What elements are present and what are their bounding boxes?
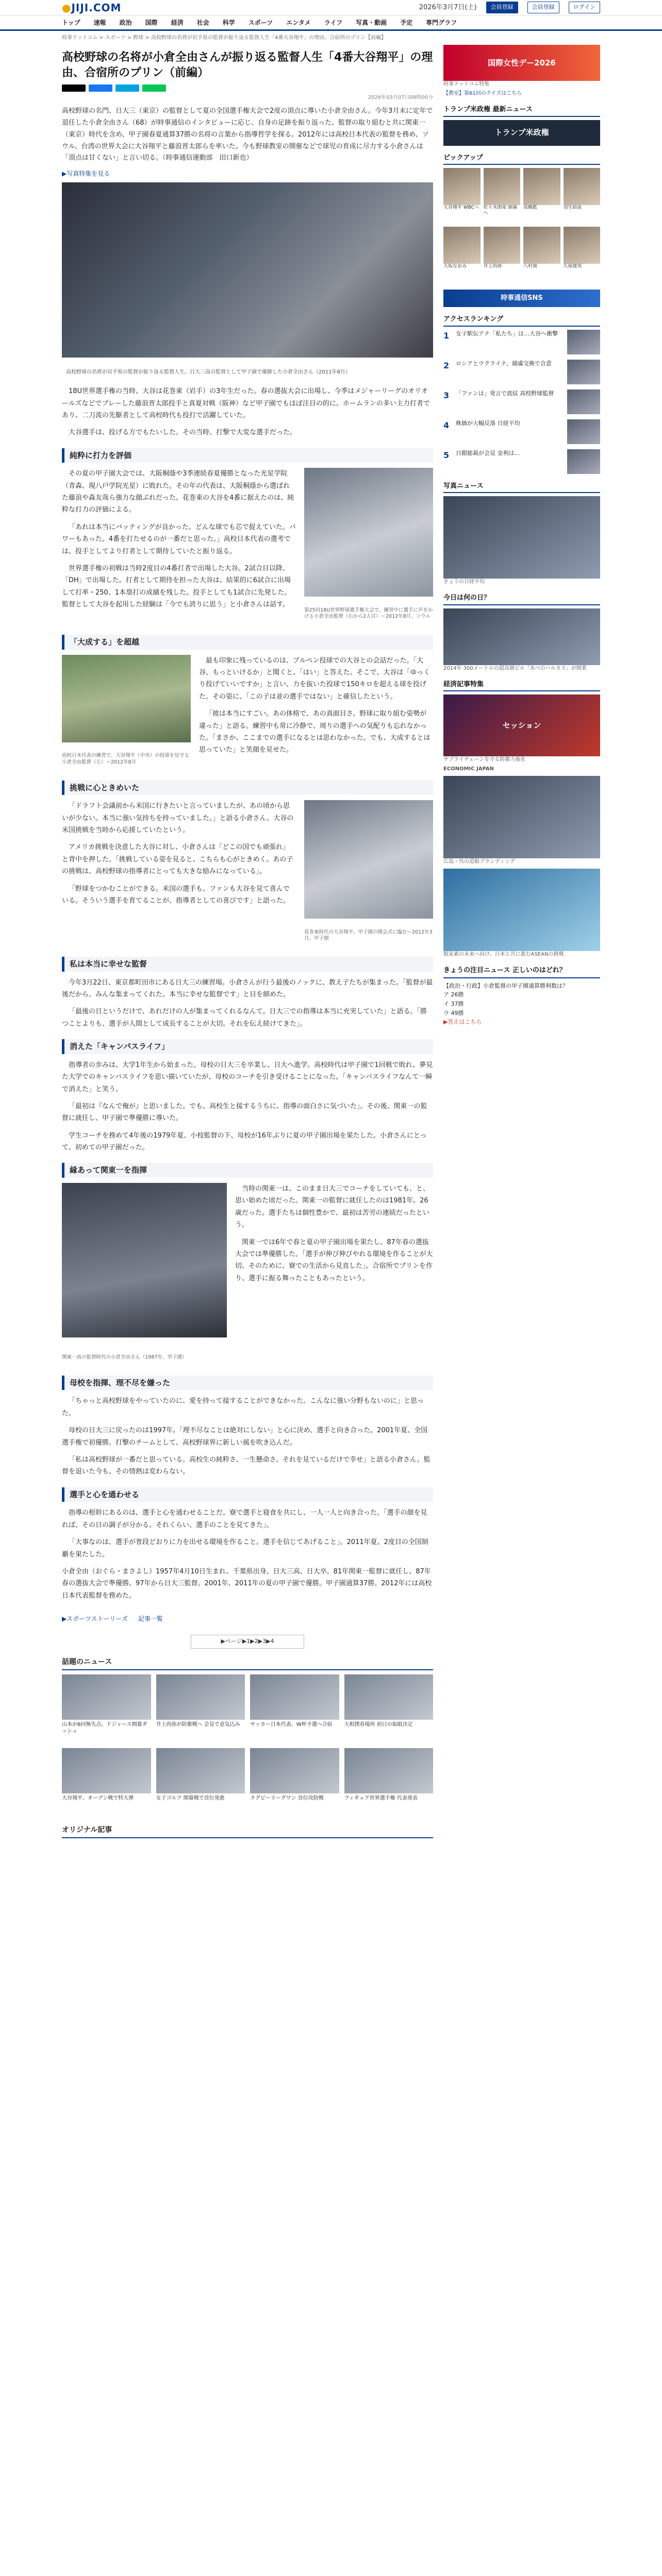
pickup-photo[interactable]: [484, 168, 521, 205]
pickup-item[interactable]: [523, 168, 560, 224]
nav-item[interactable]: 予定: [400, 19, 413, 26]
section-heading: 純粋に打力を評価: [62, 448, 433, 463]
share-bar: [62, 84, 433, 92]
pickup-photo[interactable]: [443, 168, 481, 205]
quiz-title: きょうの注目ニュース 正しいのはどれ？: [443, 965, 600, 978]
related-thumb[interactable]: [344, 1748, 434, 1793]
photo-caption: 高校日本代表の練習で、大谷翔平（中央）の投球を見守る小倉全由監督（左）＝2012年8月: [62, 753, 189, 765]
section-photo[interactable]: [62, 1183, 227, 1361]
related-item-title[interactable]: 女子ゴルフ 開幕戦で首位発進: [156, 1795, 225, 1801]
pickup-item[interactable]: [564, 227, 601, 282]
related-item-title[interactable]: 大谷翔平、オープン戦で特大弾: [62, 1795, 134, 1801]
related-item-title[interactable]: 大相撲春場所 初日の取組決定: [344, 1721, 413, 1727]
register-button[interactable]: 会員登録: [486, 2, 518, 13]
econ-title: 経済記事特集: [443, 680, 600, 692]
original-articles-title: オリジナル記事: [62, 1825, 433, 1838]
trump-news-title: トランプ米政権 最新ニュース: [443, 105, 600, 117]
ranking-item[interactable]: [443, 389, 600, 414]
quiz-question: 【政治・行政】小倉監督の甲子園通算勝利数は？: [443, 982, 568, 989]
related-thumb[interactable]: [344, 1674, 434, 1720]
nav-item[interactable]: エンタメ: [286, 19, 311, 26]
nav-item[interactable]: スポーツ: [248, 19, 273, 26]
section-heading: 私は本当に幸せな監督: [62, 957, 433, 972]
ranking-text[interactable]: 株価が大幅反落 日経平均: [456, 419, 520, 427]
section-heading: 挑戦に心ときめいた: [62, 781, 433, 795]
login-button[interactable]: ログイン: [569, 2, 600, 13]
econ-image[interactable]: [443, 776, 600, 858]
nav-item[interactable]: 専門グラフ: [426, 19, 457, 26]
pickup-label[interactable]: 井上尚弥: [483, 264, 502, 269]
hatena-share-icon[interactable]: [115, 84, 139, 92]
article-paragraph: 当時の関東一は、このまま日大三でコーチをしていても、と、思い始めた頃だった。関東一の監督に就任したのは1981年。26歳だった。選手たちは個性豊かで、最初は苦労の連続だったという。: [235, 1184, 430, 1229]
related-news-grid: [62, 1674, 433, 1817]
ranking-item[interactable]: [443, 330, 600, 354]
section-photo[interactable]: [62, 655, 191, 765]
related-item-title[interactable]: ラグビーリーグワン 首位攻防戦: [250, 1795, 324, 1801]
related-thumb[interactable]: [156, 1674, 245, 1720]
article-paragraph: 「大事なのは、選手が普段どおりに力を出せる環境を作ること。選手を信じてあげること」。2011年夏、2度目の全国制覇を果たした。: [62, 1538, 428, 1558]
womens-day-sub: 時事ドットコム特集: [443, 81, 490, 87]
pickup-label[interactable]: 大谷翔平 WBCへ: [443, 205, 479, 210]
pickup-photo[interactable]: [484, 227, 521, 264]
related-item[interactable]: [156, 1674, 245, 1743]
article-paragraph: 18U世界選手権の当時、大谷は花巻東（岩手）の3年生だった。春の選抜大会に出場し、今季はメジャーリーグのオリオールズなどでプレーした藤浪晋太郎投手と真夏対戦（阪神）など甲子園でもほぼ注目の的に。ホームランの多い主力打者であり、二刀流の先駆者として高校時代も投打で活躍していた。: [62, 387, 430, 419]
quiz-link[interactable]: 【教室】第61回のクイズはこちら: [443, 91, 522, 96]
pickup-photo[interactable]: [564, 227, 601, 264]
pickup-label[interactable]: 羽生結弦: [563, 205, 582, 210]
article-paragraph: 今年3月22日、東京都町田市にある日大三の練習場。小倉さんが行う最後のノックに、教え子たちが集まった。「監督が最後だから、みんな集まってくれた。本当に幸せな監督です」と目を細めた。: [62, 978, 433, 999]
today-title: 今日は何の日？: [443, 593, 600, 605]
ranking-thumb[interactable]: [567, 449, 600, 474]
section-photo[interactable]: [304, 468, 433, 620]
article-title: 高校野球の名将が小倉全由さんが振り返る監督人生「4番大谷翔平」の理由、合宿所のプリン（前編）: [62, 51, 433, 79]
pr-caption[interactable]: 脱炭素の未来へ向け、日本と共に進むASEANの挑戦: [443, 952, 564, 957]
article-paragraph: 大谷選手は、投げる方でもたいした。その当時、打撃で大変な選手だった。: [69, 429, 297, 437]
article-paragraph: 「彼は本当にすごい。あの体格で、あの真面目さ。野球に取り組む姿勢が違った」と語る。練習中も常に冷静で、周りの選手への気配りも忘れなかった。「まさか、ここまでの選手になるとは思わなかった。でも、大成するとは思っていた」と笑顔を見せた。: [199, 710, 431, 754]
profile-paragraph: 小倉全由（おぐら・まさよし）1957年4月10日生まれ。千葉県出身。日大三高、日大卒。81年関東一監督に就任し、87年春の選抜大会で準優勝。97年から日大三監督。2001年、2011年の夏の甲子園で優勝。甲子園通算37勝。2012年には高校日本代表監督を務めた。: [62, 1567, 432, 1600]
pickup-photo[interactable]: [523, 168, 560, 205]
photo-news-caption[interactable]: きょうの日経平均: [443, 579, 485, 585]
related-item[interactable]: [250, 1748, 339, 1817]
related-thumb[interactable]: [62, 1674, 151, 1720]
related-thumb[interactable]: [250, 1748, 339, 1793]
ranking-text[interactable]: 日銀総裁が会見 金利は…: [456, 449, 520, 456]
article-paragraph: 「私は高校野球が一番だと思っている。高校生の純粋さ、一生懸命さ。それを見ているだけで幸せ」と語る小倉さん。監督を退いた今も、その情熱は変わらない。: [62, 1456, 431, 1476]
quiz-option[interactable]: ア 26勝: [443, 991, 464, 998]
sns-banner[interactable]: 時事通信SNS: [443, 290, 600, 307]
rank-number: 4: [443, 420, 450, 430]
related-thumb[interactable]: [62, 1748, 151, 1793]
section-heading: 選手と心を通わせる: [62, 1487, 433, 1502]
trump-banner[interactable]: トランプ米政権: [443, 120, 600, 146]
related-item[interactable]: [62, 1674, 151, 1743]
today-image[interactable]: [443, 608, 600, 665]
related-item[interactable]: [62, 1748, 151, 1817]
related-item-title[interactable]: サッカー日本代表、W杯予選へ合宿: [250, 1721, 333, 1727]
nav-item[interactable]: 写真・動画: [356, 19, 387, 26]
pager[interactable]: ▶ページ▶1▶2▶3▶4: [191, 1635, 304, 1649]
ranking-text[interactable]: ロシアとウクライナ、捕虜交換で合意: [456, 360, 552, 367]
photo-caption: 関東一高の監督時代の小倉全由さん（1987年、甲子園）: [62, 1354, 187, 1361]
related-news-title: 話題のニュース: [62, 1657, 433, 1670]
pickup-photo[interactable]: [564, 168, 601, 205]
nav-item[interactable]: 社会: [196, 19, 209, 26]
article-paragraph: 「最後の日というだけで、あれだけの人が集まってくれるなんて。日大三での指導は本当に充実していた」と語る。「勝つことよりも、選手が人間として成長することが大切。それを伝え続けてきた」。: [62, 1008, 427, 1028]
nav-item[interactable]: 科学: [222, 19, 235, 26]
rank-number: 3: [443, 390, 450, 400]
rank-number: 2: [443, 360, 450, 370]
related-thumb[interactable]: [156, 1748, 245, 1793]
econ-sub: ECONOMIC JAPAN: [443, 766, 494, 772]
pickup-grid: [443, 168, 600, 282]
photo-feature-link[interactable]: ▶写真特集を見る: [62, 170, 110, 178]
ranking-thumb[interactable]: [567, 360, 600, 384]
pickup-title: ピックアップ: [443, 153, 600, 165]
related-thumb[interactable]: [250, 1674, 339, 1720]
hero-caption: 高校野球の名将が岩手県の監督が振り返る監督人生。日大三高の監督として甲子園で優勝した小倉全由さん（2011年8月）: [66, 369, 351, 376]
article-paragraph: 指導者の歩みは、大学1年生から始まった。母校の日大三を卒業し、日大へ進学。高校時代は甲子園で1回戦で敗れ、夢見た大学でのキャンパスライフを思い描いていたが、母校のコーチを引き受けることになった。「キャンパスライフなんて一瞬で消えた」と笑う。: [62, 1061, 433, 1093]
quiz-box: [443, 965, 600, 1027]
sports-stories-link[interactable]: ▶スポーツストーリーズ: [62, 1615, 128, 1623]
pickup-item[interactable]: [564, 168, 601, 224]
related-item[interactable]: [344, 1674, 434, 1743]
article-paragraph: 「ちゃっと高校野球をやっていたのに、愛を持って接することができなかった。こんなに強い分野もないのに」と思った。: [62, 1397, 424, 1417]
article-main: [62, 45, 433, 1842]
top-bar: [0, 0, 662, 15]
x-share-icon[interactable]: [62, 84, 86, 92]
article-paragraph: 学生コーチを務めて4年後の1979年夏、小枝監督の下、母校が16年ぶりに夏の甲子園出場を果たした。小倉さんにとって、初めての甲子園だった。: [62, 1131, 427, 1152]
ranking-item[interactable]: [443, 449, 600, 474]
nav-item[interactable]: 国際: [145, 19, 158, 26]
quiz-answer-link[interactable]: ▶答えはこちら: [443, 1019, 482, 1026]
article-lead: 高校野球の名門、日大三（東京）の監督として夏の全国選手権大会で2度の頂点に導いた小倉全由さん。今年3月末に定年で退任した小倉全由さん（68）が時事通信のインタビューに応じ、自身の足跡を振り返った。監督の取り組むと共に関東一（東京）時代を含め、甲子園春夏通算37勝の名将の言葉から指導哲学を探る。2012年には高校日本代表の監督を務め、ソウル、台湾の世界大会に大谷翔平と藤浪晋太郎らを率いた。今も野球教室の開催などで球児の育成に尽力する小倉さんは「頂点は甘くない」と言い切る。（時事通信運動部 田口新也）: [62, 107, 433, 162]
ranking-title: アクセスランキング: [443, 314, 600, 327]
pickup-item[interactable]: [443, 227, 481, 282]
hero-photo[interactable]: [62, 182, 433, 376]
related-item[interactable]: [250, 1674, 339, 1743]
pickup-label[interactable]: 八村塁: [523, 264, 538, 269]
ranking-text[interactable]: 「ファンは」発言で波紋 高校野球監督: [456, 389, 554, 397]
article-paragraph: アメリカ挑戦を決意した大谷に対し、小倉さんは「どこの国でも頑張れ」と背中を押した。「挑戦している姿を見ると、こちらも心がときめく。あの子の挑戦は、高校野球の指導者にとっても大きな励みになっている」。: [62, 843, 293, 876]
pickup-label[interactable]: 佐々木朗希 開幕へ: [483, 205, 518, 216]
section-heading: 縁あって関東一を指揮: [62, 1163, 433, 1178]
article-paragraph: 「ドラフト会議前から米国に行きたいと言っていましたが、あの頃から思いが少ない。本当に強い気持ちを持っていました。」と語る小倉さん。大谷の米国挑戦を当時から応援していたという。: [62, 802, 294, 834]
article-paragraph: その夏の甲子園大会では、大阪桐蔭や3季連続春夏優勝となった光星学院（青森、現八戸学院光星）に敗れた。その年の代表は、大阪桐蔭から選ばれた藤浪や森友哉ら強力な顔ぶれだった。花巻東の大谷を4番に据えたのは、純粋な打力の評価による。: [62, 470, 294, 514]
ranking-thumb[interactable]: [567, 330, 600, 354]
article-paragraph: 母校の日大三に戻ったのは1997年。「理不尽なことは絶対にしない」と心に決め、選手と向き合った。2001年夏、全国選手権で初優勝。打撃のチームとして、高校野球界に新しい風を吹き込んだ。: [62, 1427, 428, 1447]
nav-item[interactable]: ライフ: [324, 19, 343, 26]
article-paragraph: 「野球をつかむことができる。米国の選手も、ファンも大谷を見て喜んでいる。そういう選手を育てることが、指導者としての喜びです」と語った。: [62, 885, 290, 905]
pickup-label[interactable]: 大坂なおみ: [443, 264, 467, 269]
article-list-link[interactable]: 記事一覧: [138, 1615, 163, 1623]
womens-day-banner[interactable]: 国際女性デー2026: [443, 45, 600, 81]
related-item-title[interactable]: フィギュア世界選手権 代表発表: [344, 1795, 418, 1801]
facebook-share-icon[interactable]: [89, 84, 112, 92]
member-button[interactable]: 会員登録: [527, 2, 559, 13]
photo-news-image[interactable]: [443, 496, 600, 579]
related-item-title[interactable]: 井上尚弥が防衛戦へ 会見で意気込み: [156, 1721, 240, 1727]
pickup-item[interactable]: [484, 168, 521, 224]
pickup-item[interactable]: [523, 227, 560, 282]
nav-item[interactable]: 速報: [93, 19, 106, 26]
ranking-thumb[interactable]: [567, 419, 600, 444]
rank-number: 1: [443, 330, 450, 341]
pickup-item[interactable]: [443, 168, 481, 224]
breadcrumb[interactable]: 時事ドットコム > スポーツ > 野球 > 高校野球の名将が岩手県の監督が振り返る監督人生「4番大谷翔平」の理由、合宿所のプリン【前編】: [62, 35, 386, 41]
econ-image-caption[interactable]: 広島・呉の造船ブランディング: [443, 859, 515, 865]
main-nav: [0, 15, 662, 31]
pickup-photo[interactable]: [443, 227, 481, 264]
section-photo[interactable]: [304, 800, 433, 942]
article-paragraph: 指導の根幹にあるのは、選手と心を通わせることだ。寮で選手と寝食を共にし、一人一人と向き合った。「選手の顔を見れば、その日の調子が分かる。それくらい、選手のことを見てきた」。: [62, 1509, 427, 1529]
related-item[interactable]: [344, 1748, 434, 1817]
nav-item[interactable]: 経済: [171, 19, 184, 26]
article-paragraph: 「最初は『なんで俺が』と思いました。でも、高校生と接するうちに、指導の面白さに気づいた」。その後、関東一の監督に就任し、甲子園で準優勝に導いた。: [62, 1102, 427, 1123]
line-share-icon[interactable]: [142, 84, 166, 92]
current-date: 2026年3月7日(土): [419, 3, 477, 11]
sidebar: [443, 45, 600, 1842]
related-item[interactable]: [156, 1748, 245, 1817]
article-paragraph: 関東一では6年で春と夏の甲子園出場を果たし、87年春の選抜大会では準優勝した。「選手が伸び伸びやれる環境を作ることが大切。そのために、寮での生活から見直した」。合宿所でプリンを作り、選手に振る舞ったこともあったという。: [235, 1238, 433, 1282]
photo-caption: 花巻東時代の大谷翔平。甲子園の開会式に臨む＝2012年3月、甲子園: [304, 929, 433, 942]
quiz-option[interactable]: ウ 49勝: [443, 1009, 464, 1016]
publish-date: 2026年03月07日09時00分: [368, 95, 433, 101]
econ-banner[interactable]: セッション: [443, 694, 600, 756]
photo-news-title: 写真ニュース: [443, 481, 600, 494]
pr-image[interactable]: [443, 869, 600, 951]
ranking-text[interactable]: 女子駅伝アナ「私たち」は…大谷へ衝撃: [456, 330, 558, 337]
article-paragraph: 最も印象に残っているのは、ブルペン投球での大谷との会話だった。「大谷、もっといけるか」と聞くと、「はい」と答えた。そこで、大谷は「ゆっくり投げていいですか」と言い、力を抜いた投球で150キロを超える球を投げた。その姿に、「この子は並の選手ではない」と確信したという。: [199, 656, 431, 701]
pickup-photo[interactable]: [523, 227, 560, 264]
quiz-option[interactable]: イ 37勝: [443, 1000, 464, 1007]
photo-caption: 第25回18U世界野球選手権大会で、練習中に選手に声をかける小倉全由監督（右から2人目）＝2012年8月、ソウル: [304, 607, 433, 620]
section-heading: 母校を指揮、理不尽を嫌った: [62, 1376, 433, 1391]
section-heading: 消えた「キャンパスライフ」: [62, 1039, 433, 1054]
econ-caption[interactable]: サプライチェーンを守る防衛力強化: [443, 757, 526, 762]
ranking-item[interactable]: [443, 360, 600, 384]
ranking-thumb[interactable]: [567, 389, 600, 414]
related-item-title[interactable]: 山本が6回無失点、ドジャース開幕ダッシュ: [62, 1721, 147, 1735]
pickup-label[interactable]: 久保建英: [563, 264, 582, 269]
nav-item[interactable]: トップ: [62, 19, 80, 26]
rank-number: 5: [443, 450, 450, 460]
section-heading: 「大成する」を超越: [62, 635, 433, 650]
pickup-label[interactable]: 高橋藍: [523, 205, 538, 210]
nav-item[interactable]: 政治: [119, 19, 132, 26]
site-logo[interactable]: ●JIJI.COM: [62, 1, 122, 14]
article-paragraph: 世界選手権の初戦は当時2度目の4番打者で出場した大谷。2試合目以降、「DH」で出場した。打者として期待を担った大谷は、結果的に6試合に出場して打率・250、1本塁打の成績を残した。投手としても1試合に先発した。監督として大谷を起用した経験は「今でも誇りに思う」と小倉さんは話す。: [62, 564, 291, 609]
today-text[interactable]: 2014年 300メートルの超高層ビル「あべのハルカス」が開業: [443, 665, 587, 671]
pickup-item[interactable]: [484, 227, 521, 282]
article-paragraph: 「あれは本当にバッティングが良かった。どんな球でも芯で捉えていた。パワーもあった。4番を打たせるのが一番だと思った。」高校日本代表の選考では、投手としてより打者として期待していたと振り返る。: [62, 523, 296, 555]
ranking-item[interactable]: [443, 419, 600, 444]
